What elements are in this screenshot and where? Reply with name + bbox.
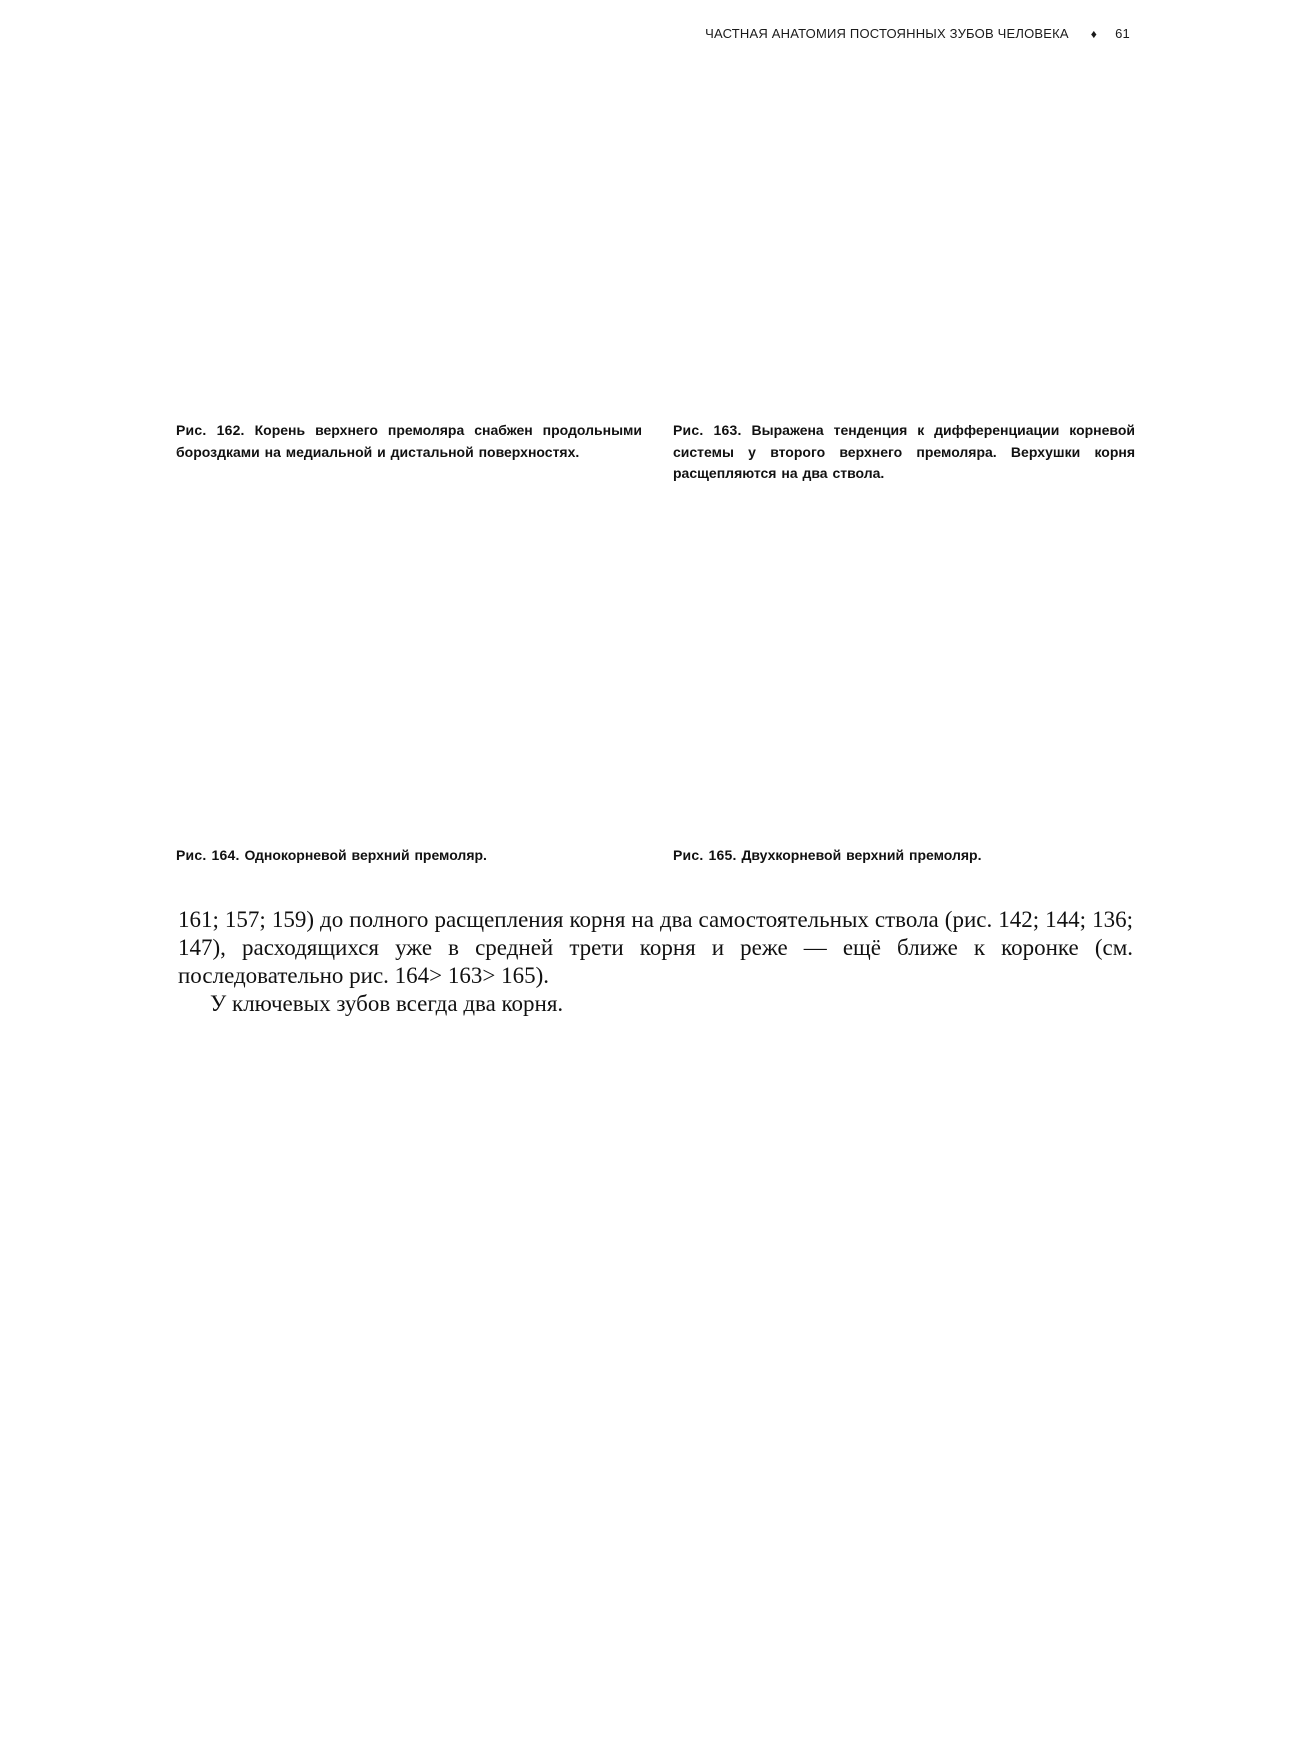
page-number: 61 (1115, 26, 1130, 41)
figure-165-image (672, 500, 1137, 840)
figure-label: Рис. 163. (673, 422, 742, 438)
figure-caption-text: Выражена тенденция к дифференциации корневой системы у второго верхнего премоляра. Верхушки корня расщепляются на два ствола. (673, 422, 1136, 481)
figure-162-image (176, 70, 646, 410)
figure-163-image (672, 70, 1137, 410)
figure-label: Рис. 162. (176, 422, 245, 438)
header-separator: ♦ (1090, 26, 1098, 41)
figure-caption-text: Однокорневой верхний премоляр. (244, 847, 487, 863)
body-paragraph: У ключевых зубов всегда два корня. (210, 991, 564, 1016)
body-paragraph: 161; 157; 159) до полного расщепления корня на два самостоятельных ствола (рис. 142; 144; 136; 147), расходящихся уже в средней трети корня и реже — ещё ближе к коронке (см. последовательно рис. 164> 163> 165). (178, 907, 1133, 988)
figure-caption-text: Корень верхнего премоляра снабжен продольными бороздками на медиальной и дистальной поверхностях. (176, 422, 643, 460)
figure-165-caption (673, 845, 1135, 867)
figure-164-image (176, 500, 646, 840)
figure-164-caption (176, 845, 642, 867)
figure-163-caption (673, 420, 1135, 485)
figure-label: Рис. 164. (176, 847, 240, 863)
running-title: ЧАСТНАЯ АНАТОМИЯ ПОСТОЯННЫХ ЗУБОВ ЧЕЛОВЕКА (705, 26, 1069, 41)
running-header (560, 26, 1130, 41)
figure-162-caption (176, 420, 642, 463)
body-text (178, 906, 1133, 1018)
figure-label: Рис. 165. (673, 847, 737, 863)
figure-caption-text: Двухкорневой верхний премоляр. (741, 847, 982, 863)
